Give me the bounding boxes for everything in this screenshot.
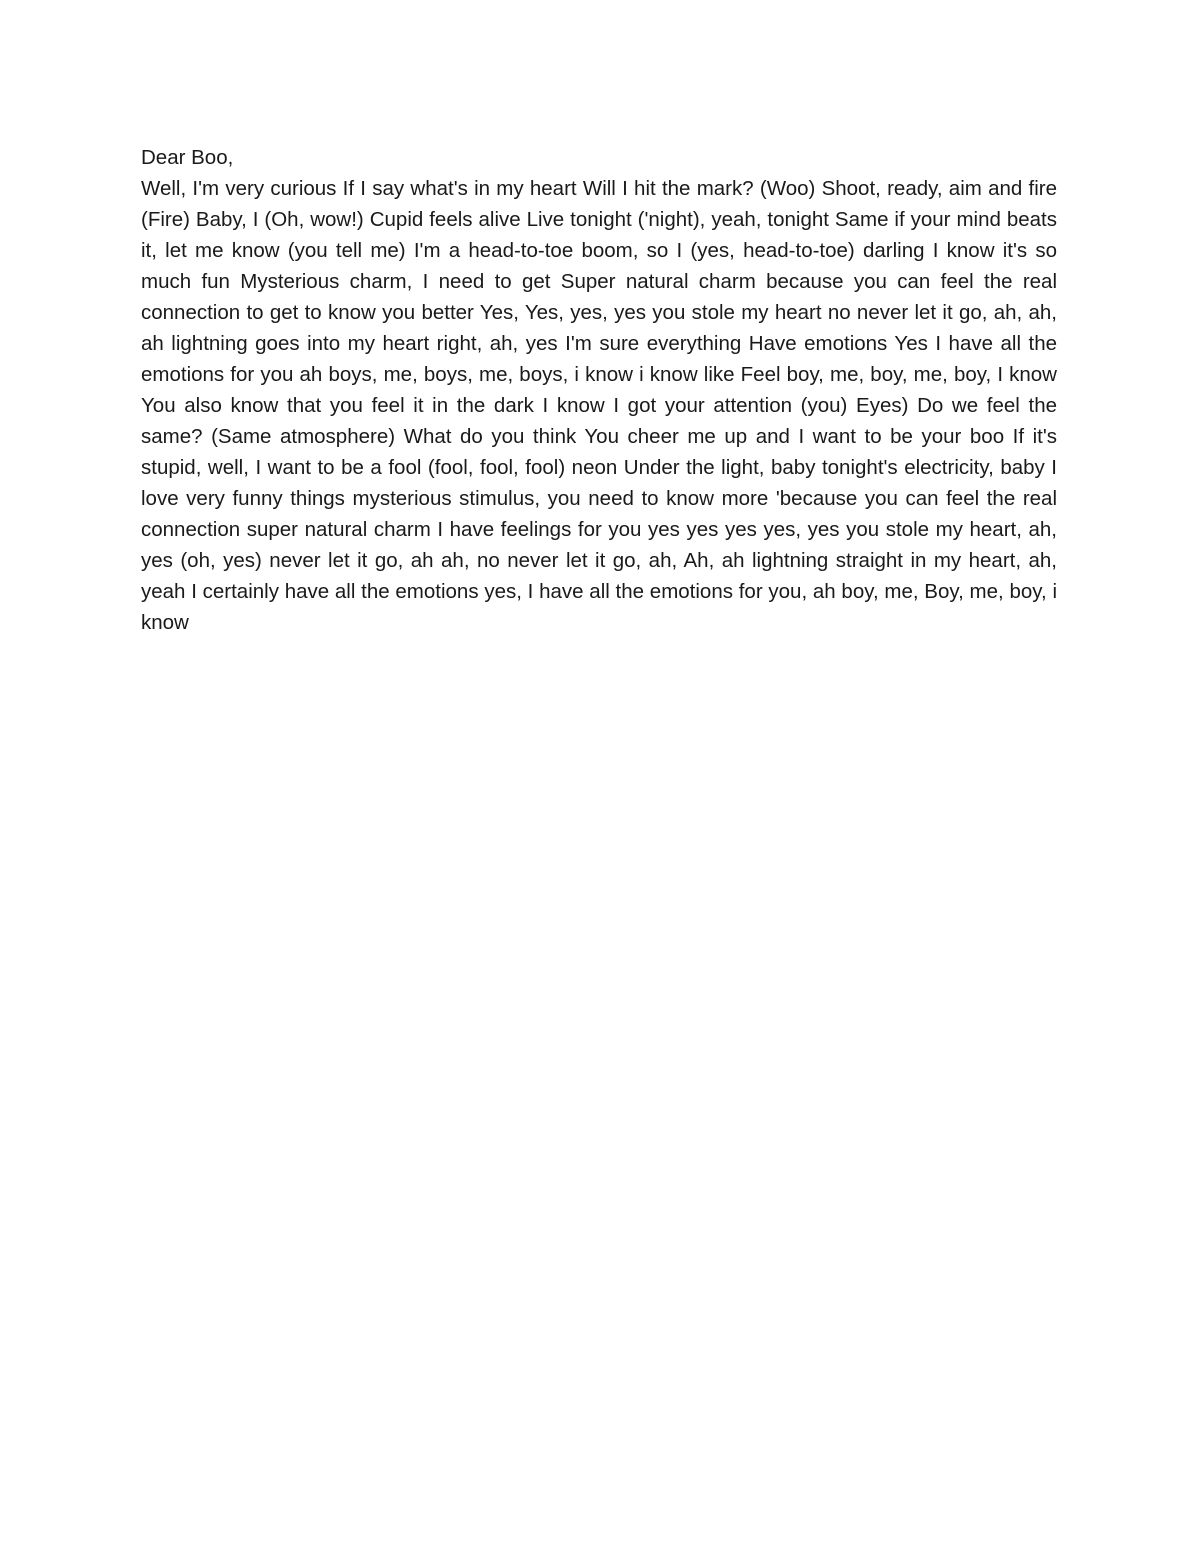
letter	[141, 142, 1057, 638]
letter-body: Well, I'm very curious If I say what's in my heart Will I hit the mark? (Woo) Shoot, ready, aim and fire (Fire) Baby, I (Oh, wow!) Cupid feels alive Live tonight ('night), yeah, tonight Same if your mind beats it, let me know (you tell me) I'm a head-to-toe boom, so I (yes, head-to-toe) darling I know it's so much fun Mysterious charm, I need to get Super natural charm because you can feel the real connection to get to know you better Yes, Yes, yes, yes you stole my heart no never let it go, ah, ah, ah lightning goes into my heart right, ah, yes I'm sure everything Have emotions Yes I have all the emotions for you ah boys, me, boys, me, boys, i know i know like Feel boy, me, boy, me, boy, I know You also know that you feel it in the dark I know I got your attention (you) Eyes) Do we feel the same? (Same atmosphere) What do you think You cheer me up and I want to be your boo If it's stupid, well, I want to be a fool (fool, fool, fool) neon Under the light, baby tonight's electricity, baby I love very funny things mysterious stimulus, you need to know more 'because you can feel the real connection super natural charm I have feelings for you yes yes yes yes, yes you stole my heart, ah, yes (oh, yes) never let it go, ah ah, no never let it go, ah, Ah, ah lightning straight in my heart, ah, yeah I certainly have all the emotions yes, I have all the emotions for you, ah boy, me, Boy, me, boy, i know	[141, 177, 1057, 634]
letter-salutation: Dear Boo,	[141, 146, 234, 169]
